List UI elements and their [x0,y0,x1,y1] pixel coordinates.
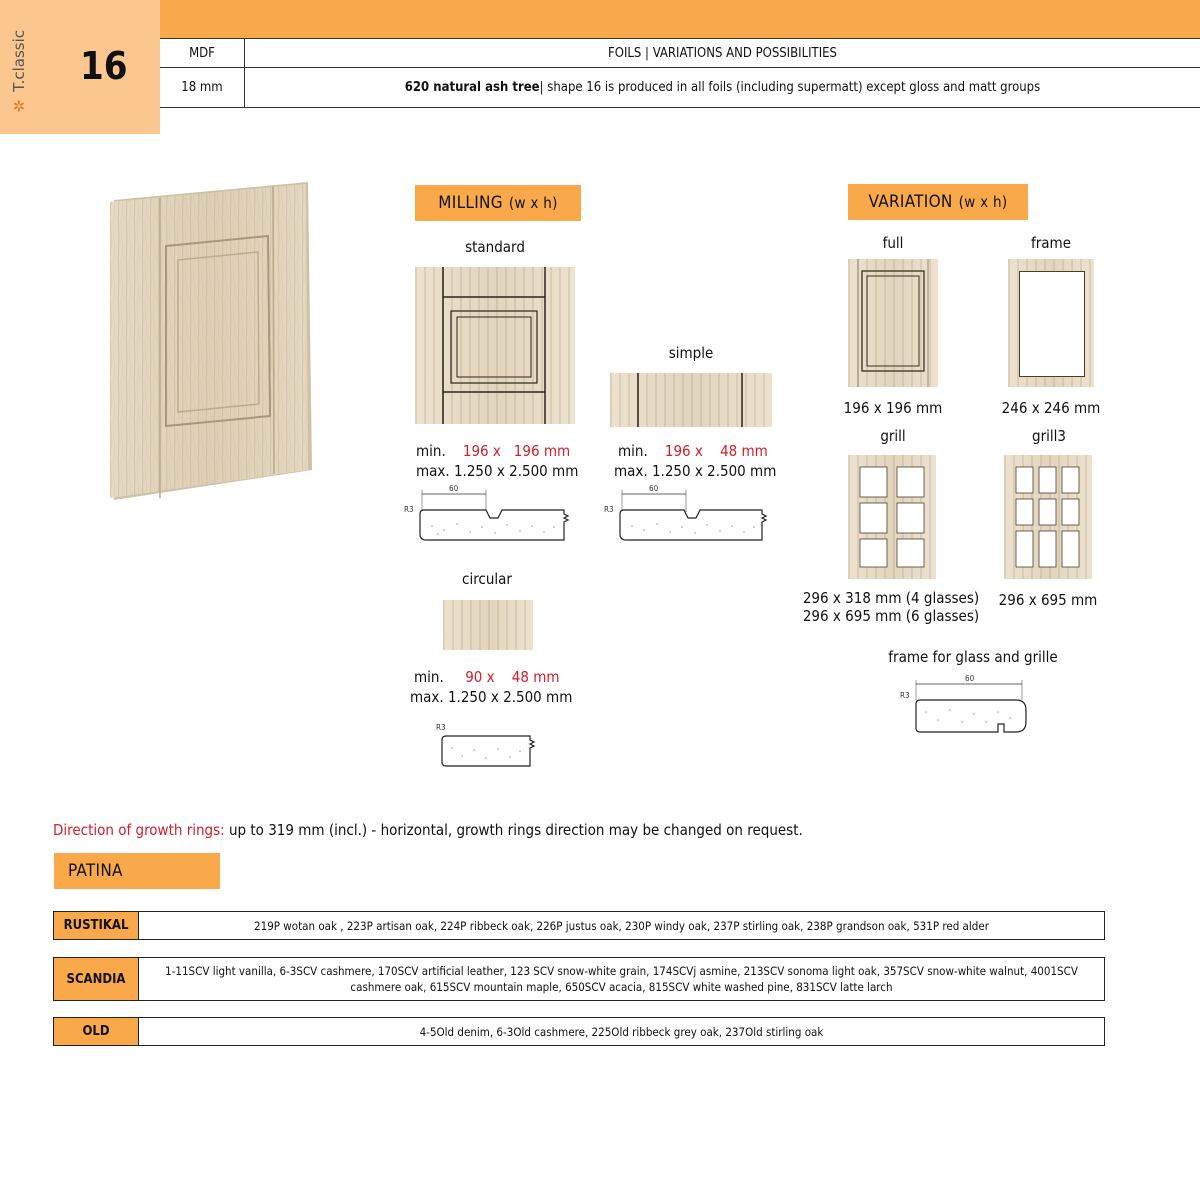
header-table [160,38,1200,108]
patina-colors: 1-11SCV light vanilla, 6-3SCV cashmere, 170SCV artificial leather, 123 SCV snow-white grain, 174SCVj asmine, 213SCV sonoma light oak, 357SCV snow-white walnut, 4001SCV cashmere oak, 615SCV mountain maple, 650SCV acacia, 815SCV white washed pine, 831SCV latte larch [165,964,1078,994]
top-banner [160,0,1200,38]
svg-text:60: 60 [965,674,975,683]
standard-title: standard [465,238,525,256]
grill-variation-image [848,455,936,579]
standard-milling-image [415,267,575,424]
patina-colors: 4-5Old denim, 6-3Old cashmere, 225Old ribbeck grey oak, 237Old stirling oak [419,1024,824,1039]
thickness-value: 18 mm [160,68,245,107]
standard-max: max. 1.250 x 2.500 mm [416,462,579,480]
patina-colors: 219P wotan oak , 223P artisan oak, 224P ribbeck oak, 226P justus oak, 230P windy oak, 237P stirling oak, 238P grandson oak, 531P red alder [254,918,989,933]
full-variation-image [848,259,938,387]
circular-max: max. 1.250 x 2.500 mm [410,688,573,706]
simple-title: simple [668,344,714,362]
header-foils: FOILS | VARIATIONS AND POSSIBILITIES [608,45,837,61]
standard-profile-drawing [402,482,577,544]
circular-min: min. 90 x 48 mm [414,668,560,686]
patina-name: SCANDIA [54,958,139,1000]
simple-max: max. 1.250 x 2.500 mm [614,462,777,480]
svg-text:R3: R3 [404,505,414,514]
frame-glass-profile-drawing [898,672,1033,736]
patina-row-rustikal [53,911,1105,940]
frame-glass-title: frame for glass and grille [888,648,1058,666]
patina-name: OLD [54,1018,139,1045]
grill3-variation-image [1004,455,1092,579]
door-photo [108,178,323,508]
grill-title: grill [880,427,906,445]
svg-text:R3: R3 [604,505,614,514]
simple-milling-image [610,373,772,427]
brand-logo: ✲ T.classic [10,30,28,115]
grill-size: 296 x 318 mm (4 glasses) 296 x 695 mm (6 glasses) [802,589,980,625]
foil-description: 620 natural ash tree | shape 16 is produced in all foils (including supermatt) except gloss and matt groups [404,80,1041,95]
svg-text:60: 60 [649,484,659,493]
circular-profile-drawing [434,718,544,770]
patina-label: PATINA [54,853,220,889]
circular-milling-image [443,600,533,650]
frame-title: frame [1030,234,1071,252]
patina-row-scandia [53,957,1105,1001]
frame-variation-image [1008,259,1094,387]
svg-text:R3: R3 [436,723,446,732]
simple-profile-drawing [602,482,777,544]
milling-label: MILLING (w x h) [415,185,581,221]
svg-text:60: 60 [449,484,459,493]
growth-rings-note: Direction of growth rings: up to 319 mm (incl.) - horizontal, growth rings direction may be changed on request. [53,821,803,839]
shape-number: 16 [80,44,128,88]
patina-row-old [53,1017,1105,1046]
grill3-size: 296 x 695 mm [998,591,1098,609]
full-title: full [882,234,904,252]
svg-text:R3: R3 [900,691,910,700]
circular-title: circular [462,570,512,588]
grill3-title: grill3 [1032,427,1066,445]
header-material: MDF [160,39,245,67]
simple-min: min. 196 x 48 mm [618,442,768,460]
frame-size: 246 x 246 mm [1001,399,1101,417]
full-size: 196 x 196 mm [843,399,943,417]
standard-min: min. 196 x 196 mm [416,442,571,460]
patina-name: RUSTIKAL [54,912,139,939]
variation-label: VARIATION (w x h) [848,184,1028,220]
